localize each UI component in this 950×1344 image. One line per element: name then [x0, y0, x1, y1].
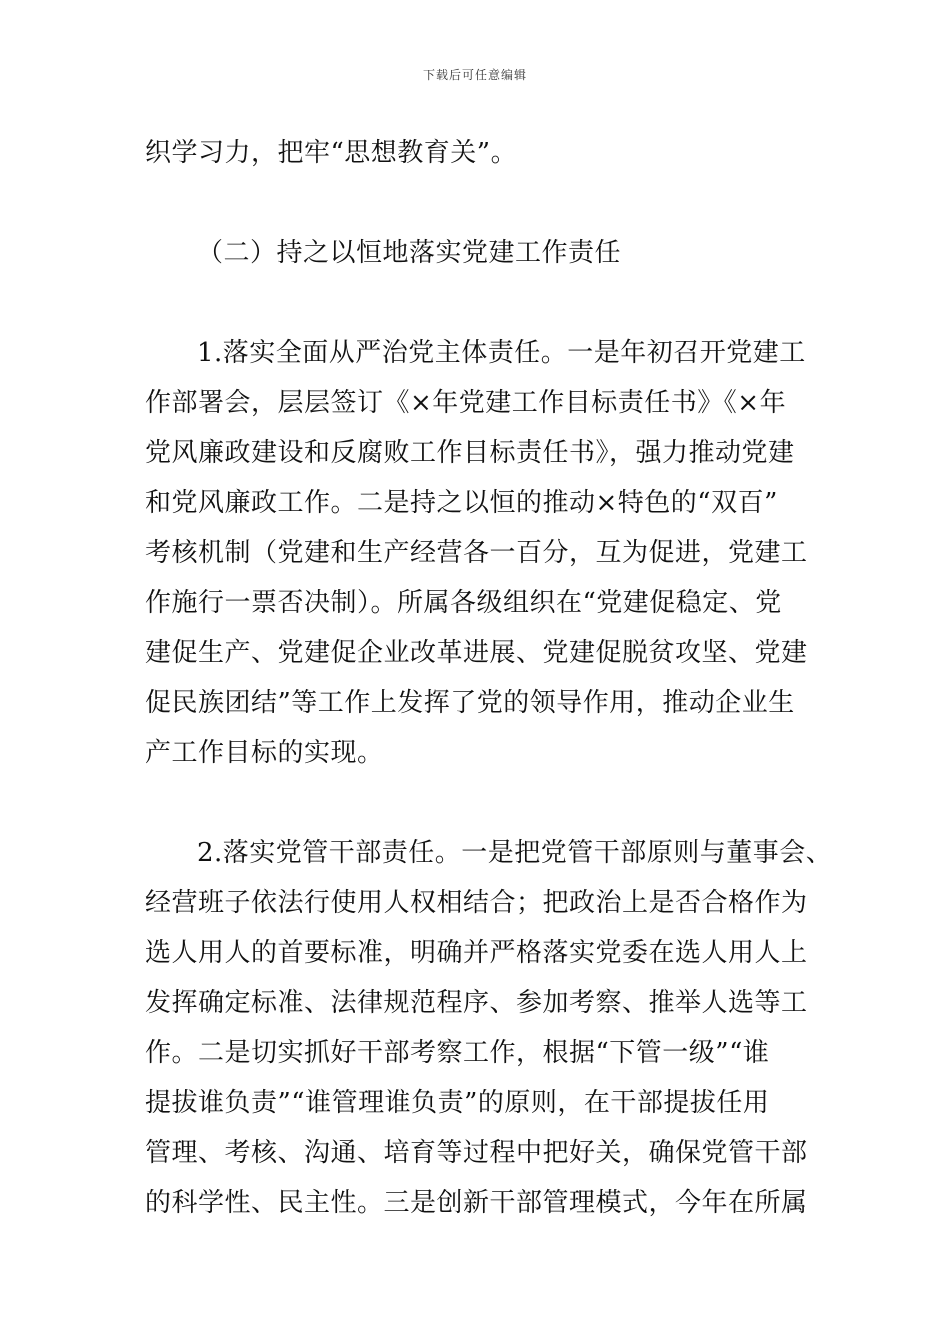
paragraph-line: 1.落实全面从严治党主体责任。一是年初召开党建工 — [197, 338, 806, 368]
paragraph-line: 的科学性、民主性。三是创新干部管理模式，今年在所属 — [145, 1188, 808, 1218]
paragraph-line: 作。二是切实抓好干部考察工作，根据“下管一级”“谁 — [145, 1038, 770, 1068]
paragraph-line: 2.落实党管干部责任。一是把党管干部原则与董事会、 — [197, 838, 833, 868]
paragraph-line: 促民族团结”等工作上发挥了党的领导作用，推动企业生 — [145, 688, 795, 718]
paragraph-gap — [145, 778, 810, 828]
paragraph-gap — [145, 278, 810, 328]
paragraph-line: 管理、考核、沟通、培育等过程中把好关，确保党管干部 — [145, 1138, 808, 1168]
paragraph-line: 提拔谁负责”“谁管理谁负责”的原则，在干部提拔任用 — [145, 1088, 770, 1118]
paragraph-line: 作施行一票否决制）。所属各级组织在“党建促稳定、党 — [145, 588, 782, 618]
paragraph-line: 选人用人的首要标准，明确并严格落实党委在选人用人上 — [145, 938, 808, 968]
paragraph-line: 考核机制（党建和生产经营各一百分，互为促进，党建工 — [145, 538, 808, 568]
paragraph-gap — [145, 178, 810, 228]
paragraph-line: 建促生产、党建促企业改革进展、党建促脱贫攻坚、党建 — [145, 638, 808, 668]
paragraph-line: 党风廉政建设和反腐败工作目标责任书》，强力推动党建 — [145, 438, 795, 468]
paragraph-line: 织学习力，把牢“思想教育关”。 — [145, 138, 518, 168]
page-header: 下载后可任意编辑 — [422, 68, 527, 82]
section-heading: （二）持之以恒地落实党建工作责任 — [197, 238, 622, 268]
paragraph-line: 和党风廉政工作。二是持之以恒的推动×特色的“双百” — [145, 488, 778, 518]
document-body — [145, 128, 833, 1228]
paragraph-line: 经营班子依法行使用人权相结合；把政治上是否合格作为 — [145, 888, 808, 918]
paragraph-line: 发挥确定标准、法律规范程序、参加考察、推举人选等工 — [145, 988, 808, 1018]
paragraph-line: 产工作目标的实现。 — [145, 738, 384, 768]
paragraph-line: 作部署会，层层签订《×年党建工作目标责任书》《×年 — [145, 388, 787, 418]
